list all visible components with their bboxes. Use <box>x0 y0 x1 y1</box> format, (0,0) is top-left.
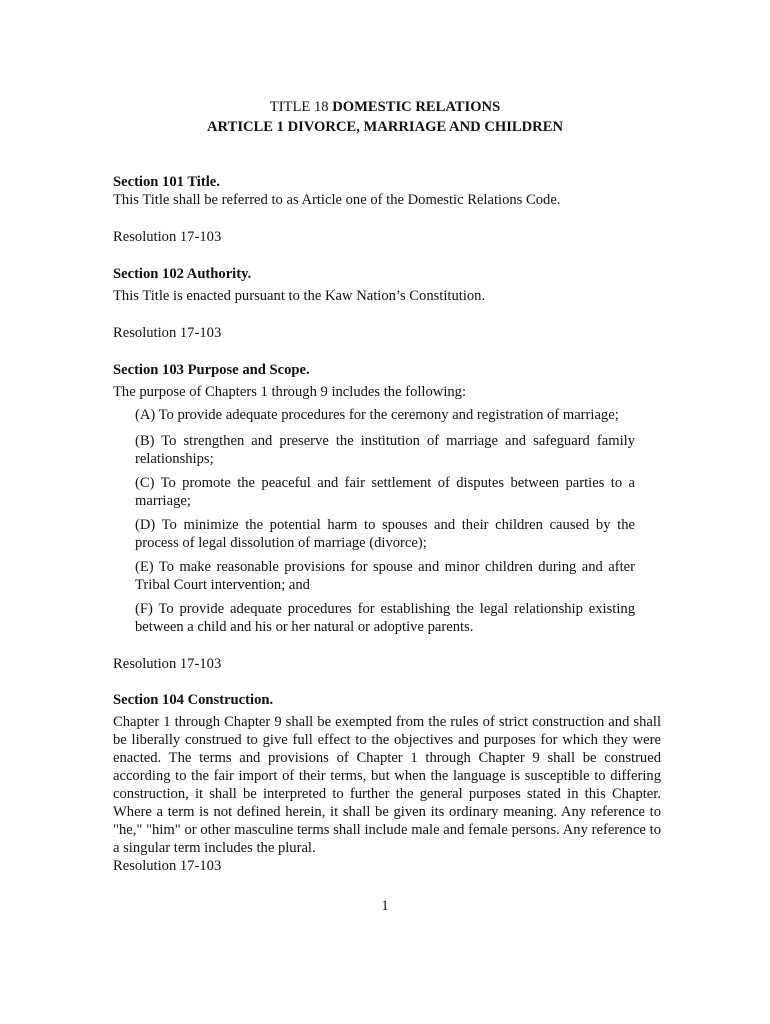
section-body: This Title is enacted pursuant to the Kaw Nation’s Constitution. <box>113 288 486 304</box>
section-104 <box>113 691 661 875</box>
section-102-resolution: Resolution 17-103 <box>113 325 222 341</box>
section-101 <box>113 173 661 209</box>
article-title: ARTICLE 1 DIVORCE, MARRIAGE AND CHILDREN <box>207 119 563 135</box>
title-line <box>0 98 770 116</box>
section-title: Section 101 Title. <box>113 174 220 190</box>
section-title: Section 103 Purpose and Scope. <box>113 362 310 378</box>
section-body: This Title shall be referred to as Article one of the Domestic Relations Code. <box>113 192 561 208</box>
list-item: (D) To minimize the potential harm to spouses and their children caused by the process of legal dissolution of marriage (divorce); <box>135 517 635 551</box>
list-item: (C) To promote the peaceful and fair settlement of disputes between parties to a marriage; <box>135 475 635 509</box>
section-102 <box>113 265 661 305</box>
title-prefix: TITLE 18 <box>269 99 329 115</box>
section-103 <box>113 361 661 401</box>
article-line <box>0 118 770 136</box>
page-number: 1 <box>381 898 389 914</box>
section-title: Section 104 Construction. <box>113 692 274 708</box>
section-title: Section 102 Authority. <box>113 266 252 282</box>
list-item: (F) To provide adequate procedures for establishing the legal relationship existing between a child and his or her natural or adoptive parents. <box>135 601 635 635</box>
section-body: The purpose of Chapters 1 through 9 includes the following: <box>113 384 467 400</box>
section-104-resolution: Resolution 17-103 <box>113 858 222 874</box>
section-103-resolution: Resolution 17-103 <box>113 656 222 672</box>
section-101-resolution: Resolution 17-103 <box>113 229 222 245</box>
list-item: (A) To provide adequate procedures for the ceremony and registration of marriage; <box>135 407 619 423</box>
list-item: (E) To make reasonable provisions for spouse and minor children during and after Tribal Court intervention; and <box>135 559 635 593</box>
title-main: DOMESTIC RELATIONS <box>332 99 501 115</box>
list-item: (B) To strengthen and preserve the institution of marriage and safeguard family relationships; <box>135 433 635 467</box>
section-body: Chapter 1 through Chapter 9 shall be exempted from the rules of strict construction and shall be liberally construed to give full effect to the objectives and purposes for which they were enacted. The terms and provisions of Chapter 1 through Chapter 9 shall be construed according to the fair import of their terms, but when the language is susceptible to differing construction, it shall be interpreted to further the general purposes stated in this Chapter. Where a term is not defined herein, it shall be given its ordinary meaning. Any reference to "he," "him" or other masculine terms shall include male and female persons. Any reference to a singular term includes the plural. <box>113 714 661 856</box>
